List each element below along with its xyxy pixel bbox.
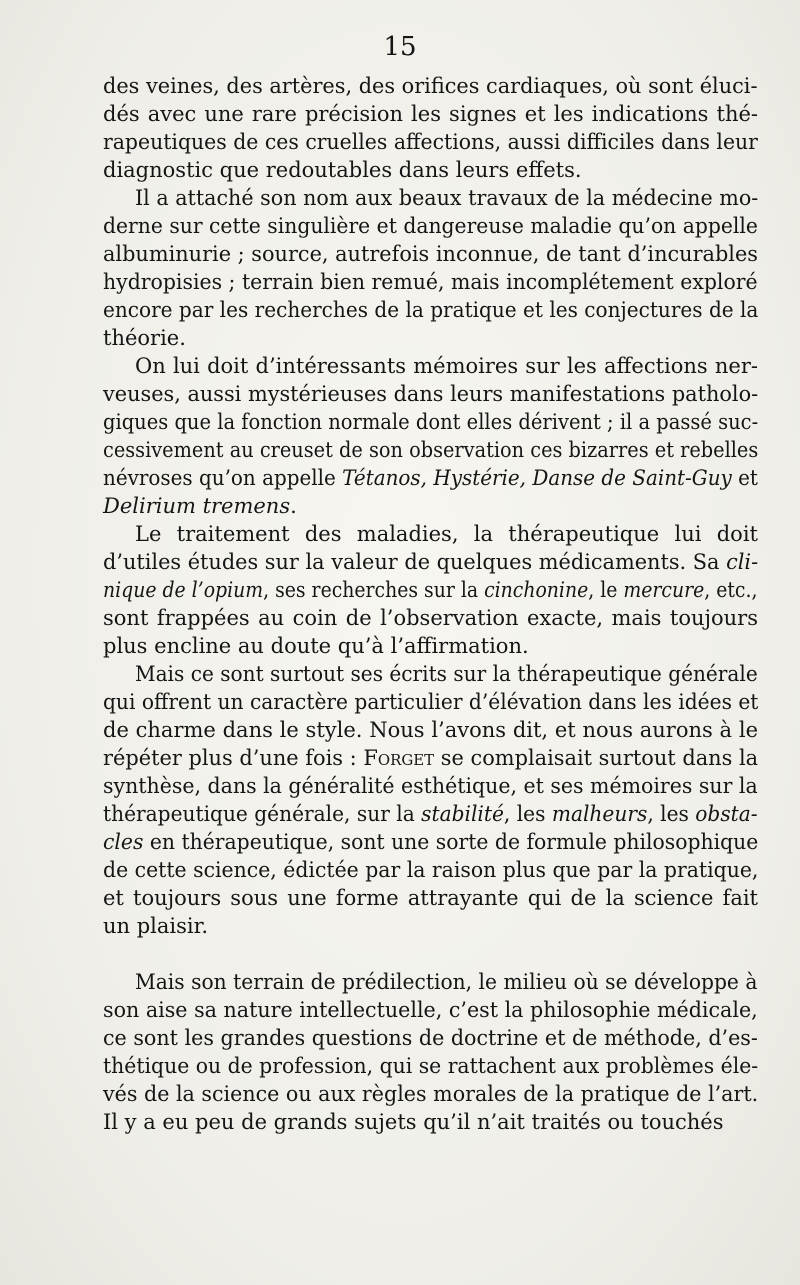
text-run: albuminurie ; source, autrefois inconnue, de tant d’incurables [103, 242, 758, 266]
text-run: dés avec une rare précision les signes et les indications thé- [103, 102, 758, 126]
text-run: vés de la science ou aux règles morales de la pratique de l’art. [103, 1082, 759, 1106]
text-run: thérapeutique générale, sur la [103, 802, 422, 826]
text-line [103, 100, 758, 128]
text-run: qui offrent un caractère particulier d’élévation dans les idées et [103, 690, 759, 714]
text-run: synthèse, dans la généralité esthétique, et ses mémoires sur la [103, 774, 758, 798]
text-run: de cette science, édictée par la raison plus que par la pratique, [103, 858, 759, 882]
text-line [103, 156, 758, 184]
text-line [103, 408, 759, 436]
text-line [103, 296, 759, 324]
text-run: en thérapeutique, sont une sorte de formule philosophique [143, 830, 759, 854]
text-line [103, 996, 758, 1024]
text-run: Il a attaché son nom aux beaux travaux de la médecine mo- [135, 186, 759, 210]
text-run: hydropisies ; terrain bien remué, mais incomplétement exploré [103, 270, 758, 294]
text-line [103, 436, 759, 464]
italic-phrase: nique de l’opium [103, 578, 264, 602]
text-run: On lui doit d’intéressants mémoires sur les affections ner- [135, 354, 758, 378]
text-run: des veines, des artères, des orifices cardiaques, où sont éluci- [103, 74, 758, 98]
text-line [103, 464, 758, 492]
text-line [103, 240, 758, 268]
text-run: d’utiles études sur la valeur de quelques médicaments. Sa [103, 550, 727, 574]
text-run: ce sont les grandes questions de doctrine et de méthode, d’es- [103, 1026, 758, 1050]
text-line [103, 1024, 758, 1052]
text-run: derne sur cette singulière et dangereuse maladie qu’on appelle [103, 214, 758, 238]
text-line [103, 632, 758, 660]
text-run: thétique ou de profession, qui se rattachent aux problèmes éle- [103, 1054, 759, 1078]
text-line [103, 548, 759, 576]
text-line [103, 324, 758, 352]
text-line [103, 1108, 758, 1136]
text-run: , etc., [704, 578, 758, 602]
text-line [103, 492, 758, 520]
text-line [103, 688, 759, 716]
text-line [103, 1080, 759, 1108]
text-run: , les [647, 802, 696, 826]
text-line [103, 72, 758, 100]
text-run: giques que la fonction normale dont elles dérivent ; il a passé suc- [103, 410, 759, 434]
text-line [135, 520, 758, 548]
text-run: , les [503, 802, 552, 826]
italic-phrase: cles [103, 830, 144, 854]
text-line [103, 716, 758, 744]
italic-phrase: cli- [726, 550, 759, 574]
text-line [103, 828, 759, 856]
text-run: un plaisir. [103, 914, 209, 938]
text-run: Le traitement des maladies, la thérapeutique lui doit [135, 522, 758, 546]
text-run: , ses recherches sur la [263, 578, 485, 602]
text-run: Mais son terrain de prédilection, le milieu où se développe à [135, 970, 758, 994]
text-run: et toujours sous une forme attrayante qui de la science fait [103, 886, 758, 910]
text-line [103, 212, 758, 240]
text-line [103, 884, 758, 912]
text-run: veuses, aussi mystérieuses dans leurs manifestations patholo- [103, 382, 759, 406]
text-line [103, 268, 758, 296]
italic-phrase: cinchonine [484, 578, 589, 602]
text-run: Mais ce sont surtout ses écrits sur la thérapeutique générale [135, 662, 758, 686]
text-run: répéter plus d’une fois : [103, 746, 364, 770]
italic-phrase: malheurs [551, 802, 648, 826]
text-run: névroses qu’on appelle [103, 466, 343, 490]
text-line [135, 660, 758, 688]
text-line [103, 380, 759, 408]
text-run: et [731, 466, 758, 490]
text-line [103, 744, 759, 772]
text-line [103, 604, 758, 632]
italic-phrase: Tétanos, Hystérie, Danse de Saint-Guy [342, 466, 732, 490]
text-run: cessivement au creuset de son observation ces bizarres et rebelles [103, 438, 759, 462]
italic-phrase: Delirium tremens [103, 494, 291, 518]
text-run: rapeutiques de ces cruelles affections, aussi difficiles dans leur [103, 130, 758, 154]
text-line [103, 856, 759, 884]
text-run: théorie. [103, 326, 186, 350]
italic-phrase: mercure [623, 578, 705, 602]
text-line [103, 912, 758, 940]
text-line [103, 128, 758, 156]
text-run: son aise sa nature intellectuelle, c’est la philosophie médicale, [103, 998, 758, 1022]
text-line [103, 772, 758, 800]
text-run: plus encline au doute qu’à l’affirmation. [103, 634, 529, 658]
text-run: de charme dans le style. Nous l’avons dit, et nous aurons à le [103, 718, 758, 742]
text-line [135, 352, 758, 380]
text-line [135, 968, 758, 996]
italic-phrase: stabilité [421, 802, 504, 826]
text-line [103, 1052, 759, 1080]
page-number: 15 [383, 32, 417, 62]
text-run: sont frappées au coin de l’observation exacte, mais toujours [103, 606, 758, 630]
italic-phrase: obsta- [695, 802, 758, 826]
text-line [103, 576, 758, 604]
text-run: diagnostic que redoutables dans leurs effets. [103, 158, 582, 182]
text-run: encore par les recherches de la pratique et les conjectures de la [103, 298, 759, 322]
text-line [103, 800, 758, 828]
small-caps-name: Forget [363, 746, 435, 770]
text-line [135, 184, 759, 212]
text-run: , le [588, 578, 624, 602]
text-run: Il y a eu peu de grands sujets qu’il n’ait traités ou touchés [103, 1110, 724, 1134]
text-run: . [290, 494, 297, 518]
text-run: se complaisait surtout dans la [434, 746, 759, 770]
